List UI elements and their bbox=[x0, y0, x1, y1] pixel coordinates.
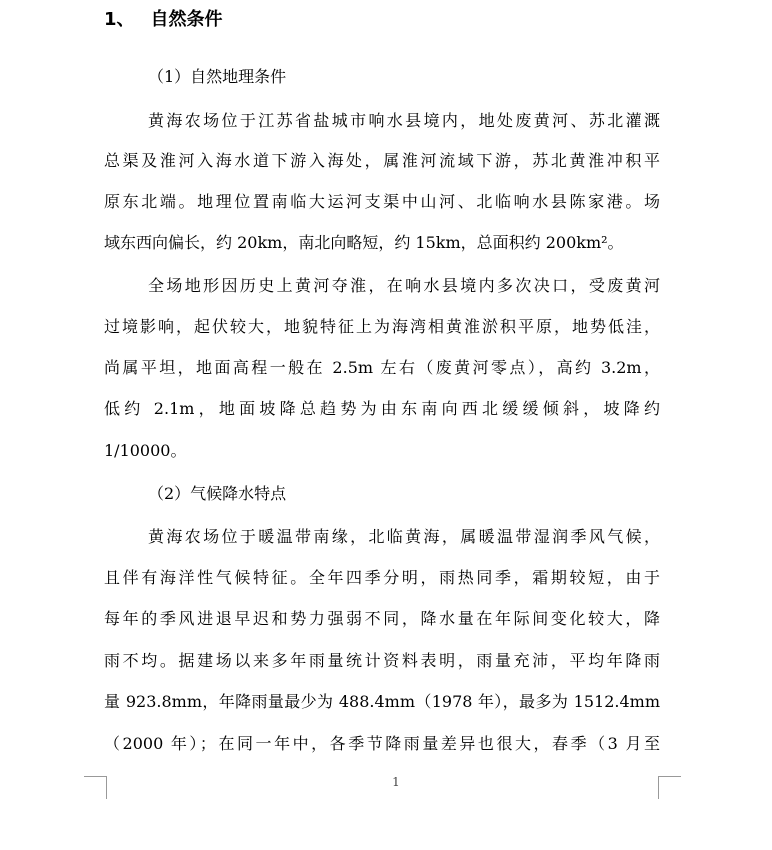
paragraph-line: 量 923.8mm，年降雨量最少为 488.4mm（1978 年），最多为 1512.4mm bbox=[104, 692, 660, 711]
paragraph-line: 1/10000。 bbox=[104, 441, 187, 460]
paragraph-line: 域东西向偏长，约 20km，南北向略短，约 15km，总面积约 200km²。 bbox=[104, 233, 624, 252]
subsection-title-geography: （1）自然地理条件 bbox=[148, 67, 287, 86]
paragraph-line: 且伴有海洋性气候特征。全年四季分明，雨热同季，霜期较短，由于 bbox=[104, 568, 660, 587]
paragraph-line: 每年的季风进退早迟和势力强弱不同，降水量在年际间变化较大，降 bbox=[104, 609, 660, 628]
page-margin-corner-left bbox=[84, 776, 107, 799]
paragraph-line: 过境影响，起伏较大，地貌特征上为海湾相黄淮淤积平原，地势低洼， bbox=[104, 317, 660, 336]
paragraph-line: 雨不均。据建场以来多年雨量统计资料表明，雨量充沛，平均年降雨 bbox=[104, 651, 660, 670]
page-margin-corner-right bbox=[658, 776, 681, 799]
paragraph-line: 全场地形因历史上黄河夺淮，在响水县境内多次决口，受废黄河 bbox=[148, 276, 660, 295]
section-number: 1、 bbox=[104, 9, 135, 30]
paragraph-line: 黄海农场位于江苏省盐城市响水县境内，地处废黄河、苏北灌溉 bbox=[148, 111, 660, 130]
paragraph-line: 低约 2.1m，地面坡降总趋势为由东南向西北缓缓倾斜，坡降约 bbox=[104, 399, 660, 418]
section-title: 自然条件 bbox=[150, 9, 223, 30]
paragraph-line: 总渠及淮河入海水道下游入海处，属淮河流域下游，苏北黄淮冲积平 bbox=[104, 151, 660, 170]
paragraph-line: （2000 年）；在同一年中，各季节降雨量差异也很大，春季（3 月至 bbox=[104, 734, 660, 753]
paragraph-line: 尚属平坦，地面高程一般在 2.5m 左右（废黄河零点），高约 3.2m， bbox=[104, 358, 660, 377]
paragraph-line: 原东北端。地理位置南临大运河支渠中山河、北临响水县陈家港。场 bbox=[104, 192, 660, 211]
section-heading bbox=[104, 6, 223, 34]
page-number: 1 bbox=[392, 775, 400, 789]
paragraph-line: 黄海农场位于暖温带南缘，北临黄海，属暖温带湿润季风气候， bbox=[148, 527, 660, 546]
subsection-title-climate: （2）气候降水特点 bbox=[148, 484, 287, 503]
